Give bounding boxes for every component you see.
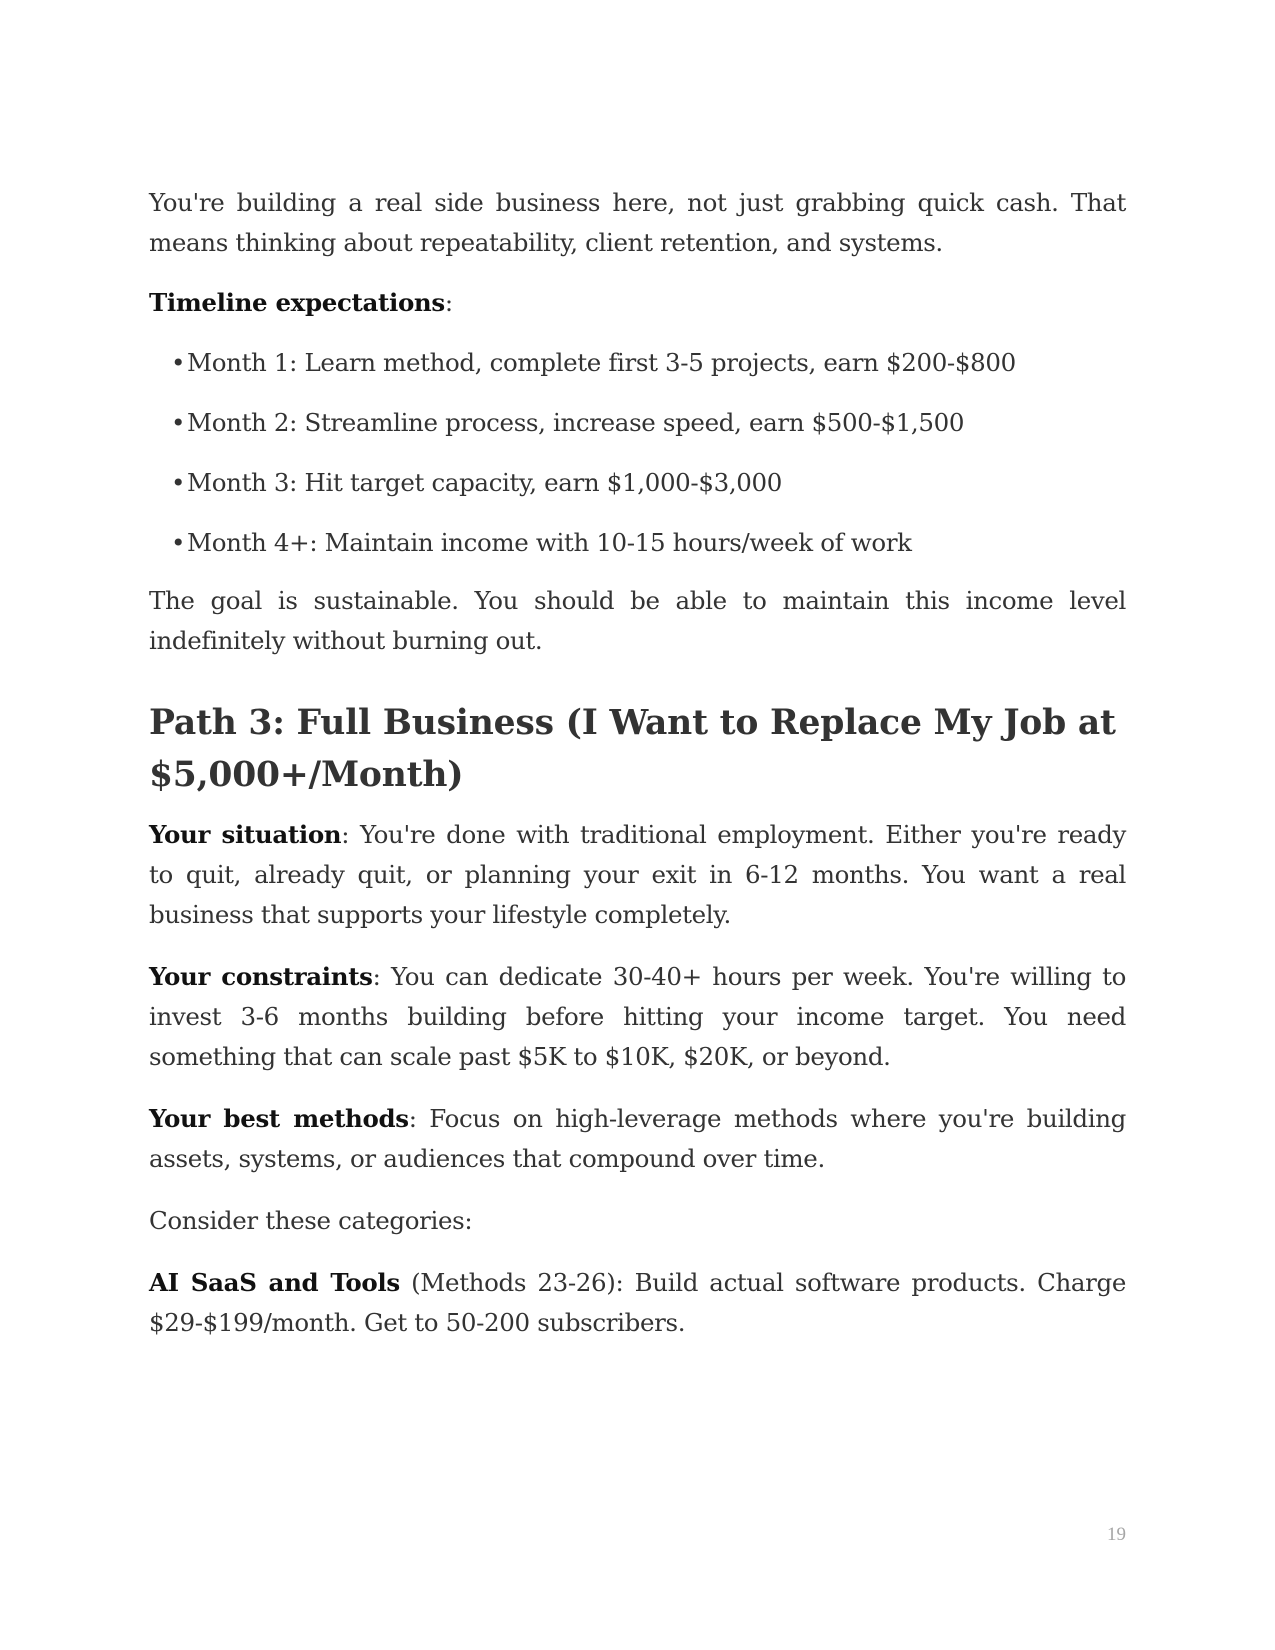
categories-paragraph: Consider these categories: xyxy=(149,1206,473,1235)
timeline-list xyxy=(149,343,1126,563)
list-item xyxy=(171,523,1126,563)
situation-label: Your situation xyxy=(149,820,342,849)
saas-paragraph xyxy=(149,1263,1126,1343)
page-content xyxy=(149,183,1126,1365)
saas-text: (Methods 23-26): Build actual software products. Charge $29-$199/month. Get to 50-200 subscribers. xyxy=(149,1268,1126,1337)
timeline-heading xyxy=(149,283,1126,323)
list-item xyxy=(171,403,1126,443)
constraints-text: : You can dedicate 30-40+ hours per week. You're willing to invest 3-6 months building before hitting your income target. You need something that can scale past $5K to $10K, $20K, or beyond. xyxy=(149,962,1126,1071)
bullet-icon: • xyxy=(171,528,186,557)
situation-paragraph xyxy=(149,815,1126,935)
constraints-paragraph xyxy=(149,957,1126,1077)
best-methods-text: : Focus on high-leverage methods where you're building assets, systems, or audiences that compound over time. xyxy=(149,1104,1126,1173)
bullet-icon: • xyxy=(171,348,186,377)
bullet-icon: • xyxy=(171,468,186,497)
saas-label: AI SaaS and Tools xyxy=(149,1268,400,1297)
page-number: 19 xyxy=(1107,1524,1126,1545)
list-item xyxy=(171,463,1126,503)
list-item-text: Month 3: Hit target capacity, earn $1,000-$3,000 xyxy=(187,468,782,497)
goal-paragraph: The goal is sustainable. You should be able to maintain this income level indefinitely without burning out. xyxy=(149,586,1126,655)
list-item-text: Month 4+: Maintain income with 10-15 hours/week of work xyxy=(187,528,912,557)
list-item-text: Month 1: Learn method, complete first 3-5 projects, earn $200-$800 xyxy=(187,348,1016,377)
intro-paragraph: You're building a real side business here, not just grabbing quick cash. That means thinking about repeatability, client retention, and systems. xyxy=(149,188,1126,257)
bullet-icon: • xyxy=(171,408,186,437)
list-item-text: Month 2: Streamline process, increase speed, earn $500-$1,500 xyxy=(187,408,965,437)
list-item xyxy=(171,343,1126,383)
timeline-colon: : xyxy=(444,288,453,317)
constraints-label: Your constraints xyxy=(149,962,373,991)
timeline-label: Timeline expectations xyxy=(149,288,445,317)
best-methods-label: Your best methods xyxy=(149,1104,409,1133)
best-methods-paragraph xyxy=(149,1099,1126,1179)
section-heading: Path 3: Full Business (I Want to Replace My Job at $5,000+/Month) xyxy=(149,703,1116,795)
situation-text: : You're done with traditional employment. Either you're ready to quit, already quit, or planning your exit in 6-12 months. You want a real business that supports your lifestyle completely. xyxy=(149,820,1127,929)
